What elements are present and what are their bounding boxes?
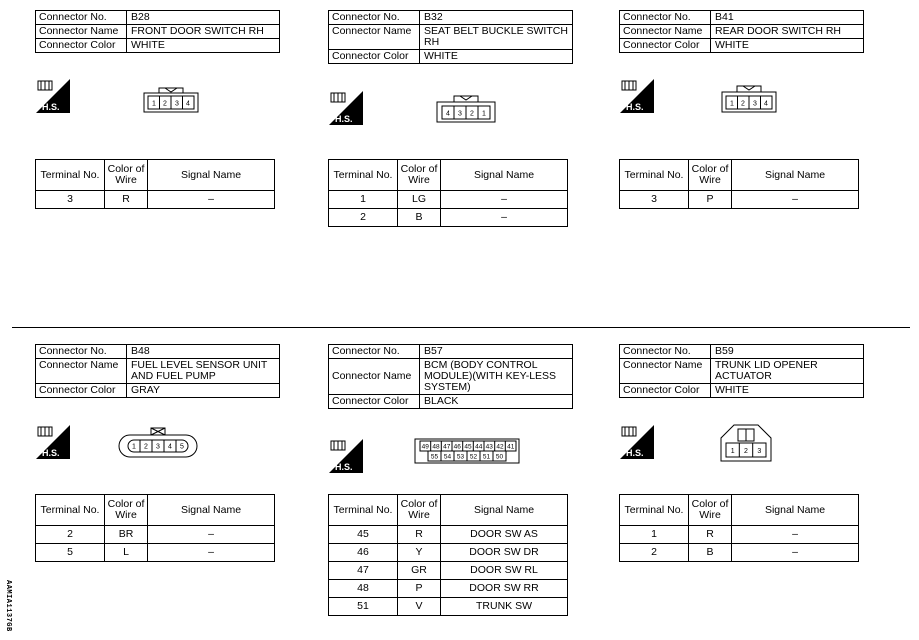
pin-label: 4: [446, 110, 450, 118]
terminal-table-b59: [619, 494, 859, 562]
connector-color-value: WHITE: [711, 384, 864, 398]
terminal-table-b32: [328, 159, 568, 227]
table-row: [329, 526, 568, 544]
connector-name-value: FUEL LEVEL SENSOR UNIT AND FUEL PUMP: [127, 359, 280, 384]
connector-no-label: Connector No.: [329, 345, 420, 359]
connector-no-value: B32: [420, 11, 573, 25]
hs-label: H.S.: [626, 102, 644, 112]
color-of-wire-header: Color of Wire: [398, 495, 441, 526]
pin-label: 1: [152, 100, 156, 108]
connector-diagram-b41: [721, 83, 777, 113]
wire-color: B: [689, 544, 732, 562]
terminal-no: 2: [329, 209, 398, 227]
hs-harness-side-icon: [329, 439, 363, 473]
signal-name: –: [441, 209, 568, 227]
signal-name: DOOR SW RR: [441, 580, 568, 598]
pin-label: 4: [186, 100, 190, 108]
terminal-no: 1: [329, 191, 398, 209]
terminal-no-header: Terminal No.: [329, 495, 398, 526]
color-of-wire-header: Color of Wire: [398, 160, 441, 191]
pin-label: 45: [464, 443, 472, 451]
pin-label: 47: [443, 443, 451, 451]
signal-name: –: [732, 526, 859, 544]
connector-name-label: Connector Name: [620, 25, 711, 39]
wire-color: BR: [105, 526, 148, 544]
connector-name-label: Connector Name: [36, 25, 127, 39]
terminal-no: 48: [329, 580, 398, 598]
pin-label: 51: [482, 453, 491, 461]
hs-label: H.S.: [335, 114, 353, 124]
wire-color: R: [105, 191, 148, 209]
connector-diagram-b57: [414, 438, 520, 464]
pin-label: 41: [507, 443, 515, 451]
terminal-no: 2: [36, 526, 105, 544]
pin-label: 2: [470, 110, 474, 118]
table-row: [36, 526, 275, 544]
connector-info-b59: [619, 344, 864, 398]
connector-no-label: Connector No.: [329, 11, 420, 25]
connector-no-value: B57: [420, 345, 573, 359]
table-row: [329, 209, 568, 227]
hs-harness-side-icon: [620, 79, 654, 113]
connector-name-label: Connector Name: [620, 359, 711, 384]
connector-color-value: WHITE: [420, 50, 573, 64]
signal-name: –: [441, 191, 568, 209]
table-row: [329, 562, 568, 580]
connector-name-value: BCM (BODY CONTROL MODULE)(WITH KEY-LESS SYSTEM): [420, 359, 573, 395]
terminal-no: 46: [329, 544, 398, 562]
connector-color-label: Connector Color: [329, 50, 420, 64]
pin-label: 46: [453, 443, 461, 451]
connector-info-b41: [619, 10, 864, 53]
hs-harness-side-icon: [620, 425, 654, 459]
pin-label: 2: [741, 100, 745, 108]
terminal-no: 1: [620, 526, 689, 544]
hs-harness-side-icon: [36, 79, 70, 113]
connector-name-value: FRONT DOOR SWITCH RH: [127, 25, 280, 39]
wire-color: P: [398, 580, 441, 598]
pin-label: 1: [730, 100, 734, 108]
wire-color: R: [689, 526, 732, 544]
hs-label: H.S.: [42, 102, 60, 112]
terminal-no: 51: [329, 598, 398, 616]
connector-name-value: TRUNK LID OPENER ACTUATOR: [711, 359, 864, 384]
terminal-no: 3: [36, 191, 105, 209]
connector-no-value: B28: [127, 11, 280, 25]
color-of-wire-header: Color of Wire: [105, 495, 148, 526]
connector-color-label: Connector Color: [36, 39, 127, 53]
pin-label: 42: [496, 443, 504, 451]
section-divider: [12, 327, 910, 328]
connector-name-label: Connector Name: [36, 359, 127, 384]
color-of-wire-header: Color of Wire: [105, 160, 148, 191]
signal-name: DOOR SW AS: [441, 526, 568, 544]
pin-label: 53: [456, 453, 465, 461]
pin-label: 1: [482, 110, 486, 118]
pin-label: 43: [485, 443, 493, 451]
pin-label: 3: [458, 110, 462, 118]
pin-label: 5: [180, 443, 184, 451]
signal-name-header: Signal Name: [441, 495, 568, 526]
connector-color-value: GRAY: [127, 384, 280, 398]
terminal-no-header: Terminal No.: [620, 160, 689, 191]
signal-name: –: [732, 191, 859, 209]
pin-label: 50: [495, 453, 504, 461]
color-of-wire-header: Color of Wire: [689, 160, 732, 191]
connector-color-label: Connector Color: [329, 395, 420, 409]
pin-label: 48: [432, 443, 440, 451]
hs-label: H.S.: [335, 462, 353, 472]
signal-name: –: [148, 191, 275, 209]
connector-diagram-b32: [436, 93, 496, 123]
connector-name-value: SEAT BELT BUCKLE SWITCH RH: [420, 25, 573, 50]
connector-info-b32: [328, 10, 573, 64]
terminal-table-b41: [619, 159, 859, 209]
connector-diagram-b48: [118, 426, 198, 458]
terminal-no: 2: [620, 544, 689, 562]
wire-color: R: [398, 526, 441, 544]
connector-no-value: B41: [711, 11, 864, 25]
signal-name-header: Signal Name: [148, 495, 275, 526]
connector-no-label: Connector No.: [36, 11, 127, 25]
pin-label: 4: [168, 443, 172, 451]
wire-color: LG: [398, 191, 441, 209]
wire-color: GR: [398, 562, 441, 580]
signal-name: TRUNK SW: [441, 598, 568, 616]
pin-label: 44: [475, 443, 483, 451]
connector-color-label: Connector Color: [620, 384, 711, 398]
terminal-table-b57: [328, 494, 568, 616]
connector-color-value: WHITE: [127, 39, 280, 53]
pin-label: 1: [132, 443, 136, 451]
connector-info-b48: [35, 344, 280, 398]
table-row: [36, 191, 275, 209]
table-row: [620, 544, 859, 562]
terminal-no: 45: [329, 526, 398, 544]
terminal-no-header: Terminal No.: [36, 160, 105, 191]
connector-no-label: Connector No.: [36, 345, 127, 359]
pin-label: 55: [430, 453, 439, 461]
terminal-no-header: Terminal No.: [329, 160, 398, 191]
table-row: [620, 526, 859, 544]
signal-name-header: Signal Name: [441, 160, 568, 191]
connector-name-label: Connector Name: [329, 359, 420, 395]
terminal-no-header: Terminal No.: [620, 495, 689, 526]
wire-color: V: [398, 598, 441, 616]
terminal-no: 3: [620, 191, 689, 209]
table-row: [620, 191, 859, 209]
pin-label: 3: [175, 100, 179, 108]
table-row: [329, 191, 568, 209]
pin-label: 2: [163, 100, 167, 108]
table-row: [329, 580, 568, 598]
terminal-no: 5: [36, 544, 105, 562]
terminal-table-b48: [35, 494, 275, 562]
hs-label: H.S.: [626, 448, 644, 458]
connector-info-b57: [328, 344, 573, 409]
connector-name-label: Connector Name: [329, 25, 420, 50]
color-of-wire-header: Color of Wire: [689, 495, 732, 526]
connector-color-label: Connector Color: [36, 384, 127, 398]
terminal-no: 47: [329, 562, 398, 580]
connector-color-value: WHITE: [711, 39, 864, 53]
signal-name: –: [148, 526, 275, 544]
signal-name: DOOR SW DR: [441, 544, 568, 562]
hs-harness-side-icon: [36, 425, 70, 459]
terminal-no-header: Terminal No.: [36, 495, 105, 526]
connector-no-label: Connector No.: [620, 345, 711, 359]
pin-label: 52: [469, 453, 478, 461]
connector-info-b28: [35, 10, 280, 53]
hs-label: H.S.: [42, 448, 60, 458]
connector-no-label: Connector No.: [620, 11, 711, 25]
connector-name-value: REAR DOOR SWITCH RH: [711, 25, 864, 39]
pin-label: 1: [730, 448, 735, 455]
wire-color: P: [689, 191, 732, 209]
signal-name-header: Signal Name: [732, 495, 859, 526]
figure-id: AAMIA1137GB: [4, 580, 12, 632]
connector-diagram-b59: [720, 424, 772, 462]
pin-label: 2: [144, 443, 148, 451]
wire-color: Y: [398, 544, 441, 562]
connector-diagram-b28: [143, 85, 199, 113]
signal-name-header: Signal Name: [148, 160, 275, 191]
table-row: [329, 598, 568, 616]
pin-label: 3: [753, 100, 757, 108]
hs-harness-side-icon: [329, 91, 363, 125]
table-row: [329, 544, 568, 562]
connector-no-value: B48: [127, 345, 280, 359]
pin-label: 3: [156, 443, 160, 451]
pin-label: 2: [744, 448, 748, 455]
signal-name-header: Signal Name: [732, 160, 859, 191]
pin-label: 54: [443, 453, 452, 461]
pin-label: 4: [764, 100, 768, 108]
connector-color-value: BLACK: [420, 395, 573, 409]
terminal-table-b28: [35, 159, 275, 209]
wire-color: B: [398, 209, 441, 227]
pin-label: 3: [757, 448, 762, 455]
table-row: [36, 544, 275, 562]
connector-no-value: B59: [711, 345, 864, 359]
pin-label: 49: [421, 443, 429, 451]
signal-name: –: [732, 544, 859, 562]
connector-color-label: Connector Color: [620, 39, 711, 53]
wire-color: L: [105, 544, 148, 562]
signal-name: DOOR SW RL: [441, 562, 568, 580]
signal-name: –: [148, 544, 275, 562]
